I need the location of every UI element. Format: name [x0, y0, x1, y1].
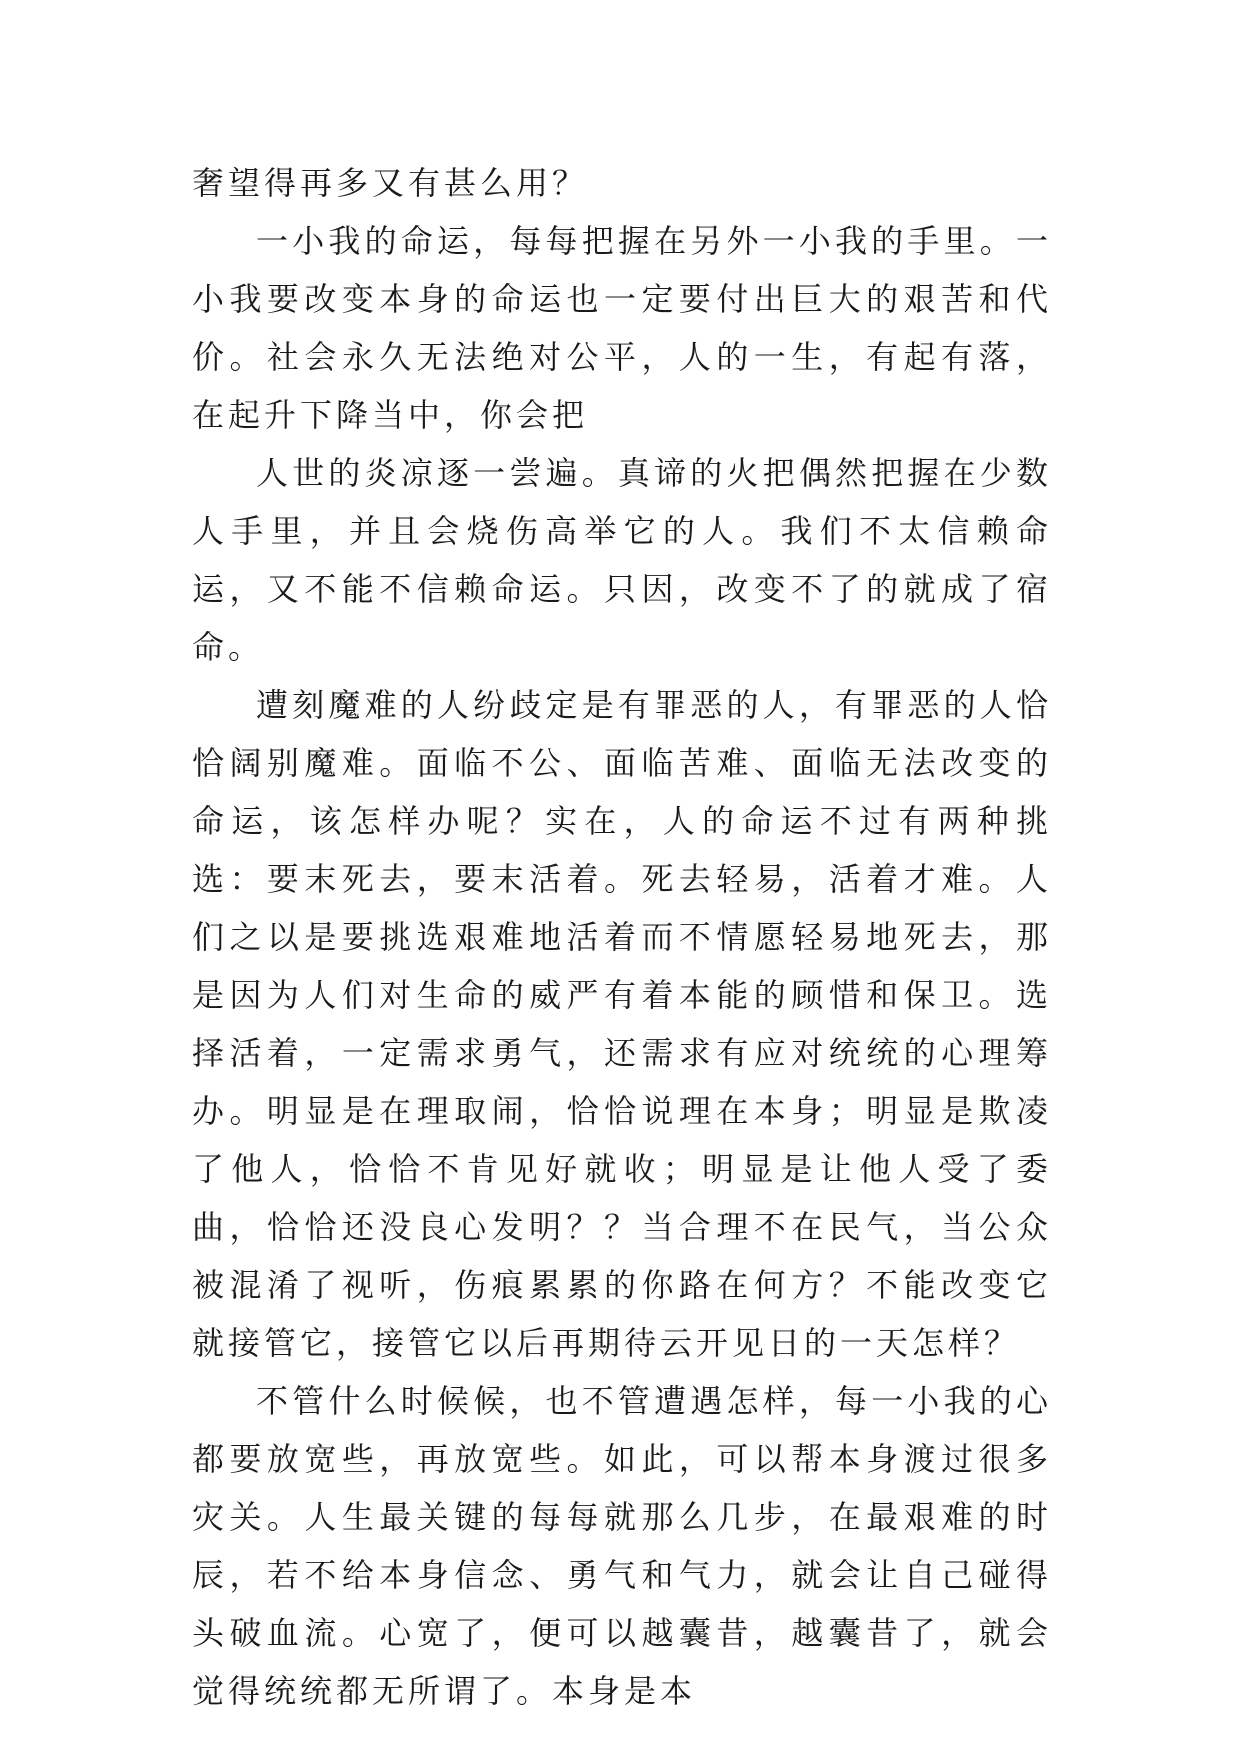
paragraph-5: 不管什么时候候，也不管遭遇怎样，每一小我的心都要放宽些，再放宽些。如此，可以帮本身渡过很多灾关。人生最关键的每每就那么几步，在最艰难的时辰，若不给本身信念、勇气和气力，就会让自己碰得头破血流。心宽了，便可以越囊昔，越囊昔了，就会觉得统统都无所谓了。本身是本: [192, 1382, 1052, 1710]
paragraph-4: 遭刻魔难的人纷歧定是有罪恶的人，有罪恶的人恰恰阔别魔难。面临不公、面临苦难、面临无法改变的命运，该怎样办呢？实在，人的命运不过有两种挑选：要末死去，要末活着。死去轻易，活着才难。人们之以是要挑选艰难地活着而不情愿轻易地死去，那是因为人们对生命的威严有着本能的顾惜和保卫。选择活着，一定需求勇气，还需求有应对统统的心理筹办。明显是在理取闹，恰恰说理在本身；明显是欺凌了他人，恰恰不肯见好就收；明显是让他人受了委曲，恰恰还没良心发明？？当合理不在民气，当公众被混淆了视听，伤痕累累的你路在何方？不能改变它就接管它，接管它以后再期待云开见日的一天怎样？: [192, 686, 1052, 1362]
body-text: [192, 154, 1052, 1720]
paragraph-3: 人世的炎凉逐一尝遍。真谛的火把偶然把握在少数人手里，并且会烧伤高举它的人。我们不太信赖命运，又不能不信赖命运。只因，改变不了的就成了宿命。: [192, 454, 1052, 666]
paragraph-1: 奢望得再多又有甚么用？: [192, 164, 589, 202]
paragraph-2: 一小我的命运，每每把握在另外一小我的手里。一小我要改变本身的命运也一定要付出巨大的艰苦和代价。社会永久无法绝对公平，人的一生，有起有落，在起升下降当中，你会把: [192, 222, 1052, 434]
